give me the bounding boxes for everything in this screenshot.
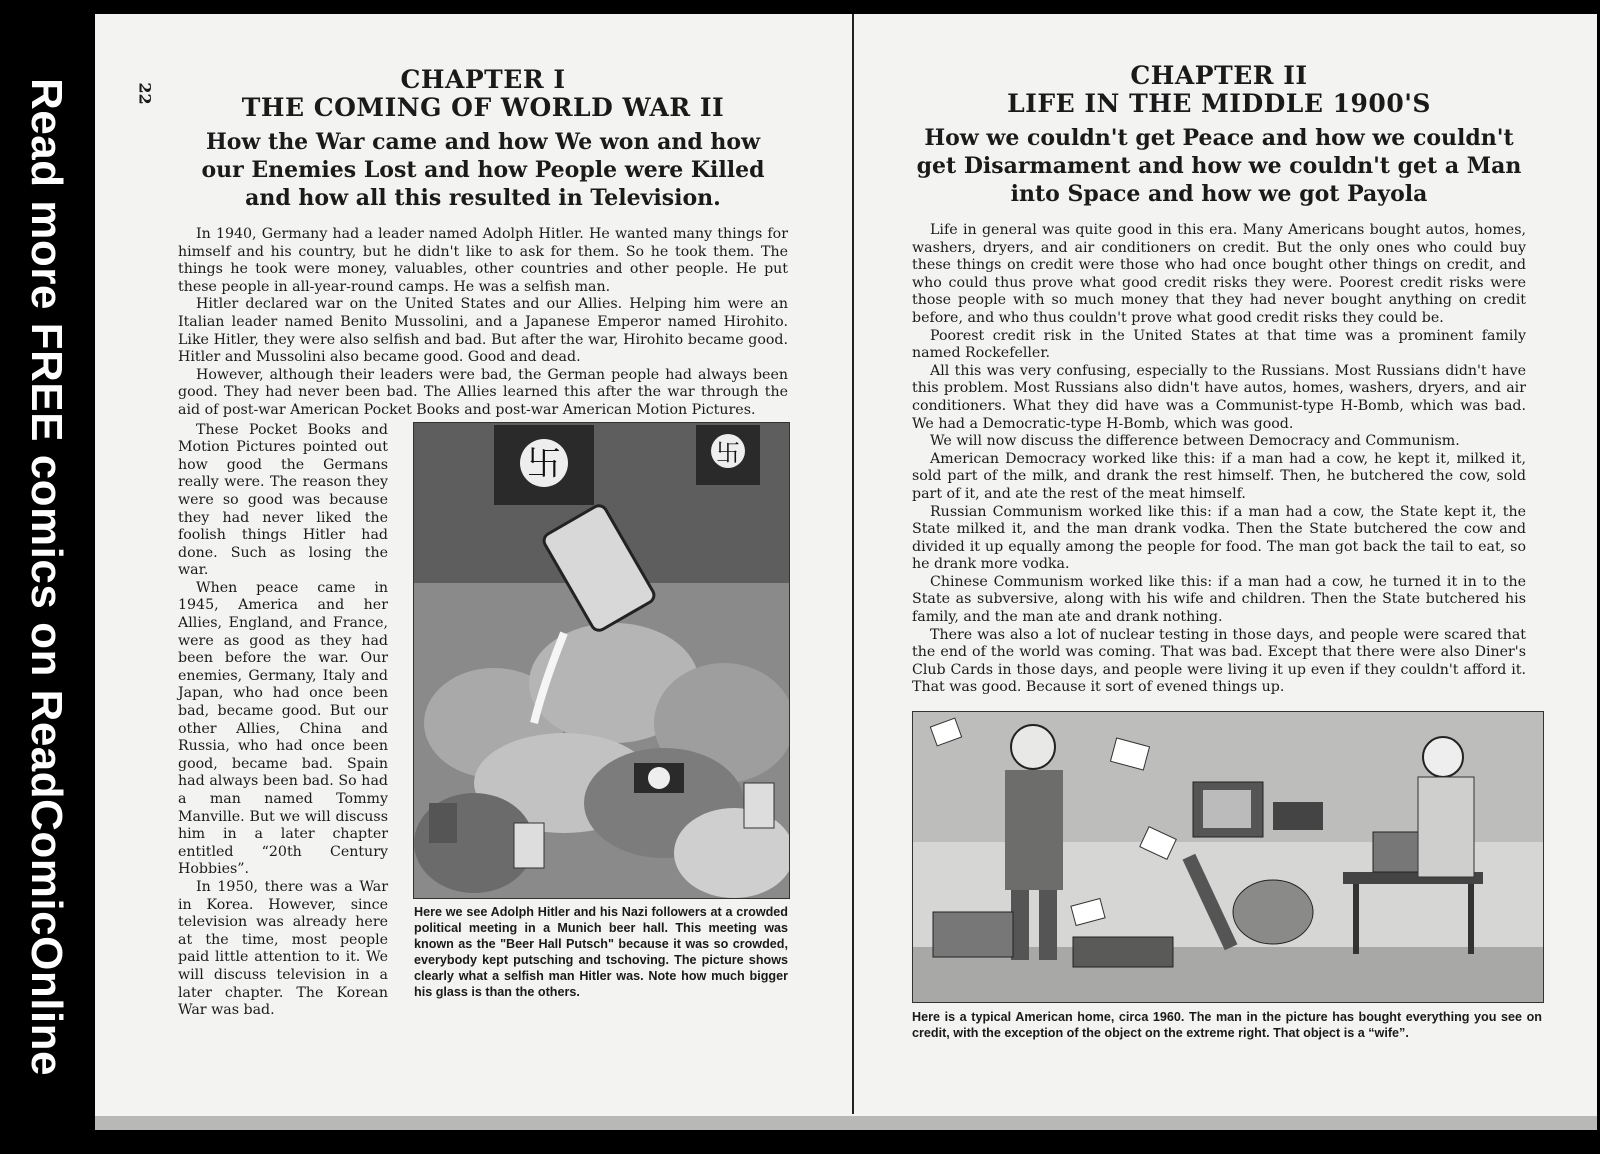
paragraph: Hitler declared war on the United States and our Allies. Helping him were an Italian leader named Benito Mussolini, and a Japanese Emperor named Hirohito. Like Hitler, they were also selfish and bad. But after the war, Hirohito became good. Hitler and Mussolini also became good. Good and dead. [178, 296, 788, 366]
paragraph: We will now discuss the difference between Democracy and Communism. [930, 433, 1460, 450]
chapter-title: LIFE IN THE MIDDLE 1900'S [1007, 89, 1431, 118]
paragraph: There was also a lot of nuclear testing in those days, and people were scared that the end of the world was coming. That was bad. Except that there were also Diner's Club Cards in those days, and people were living it up even if they couldn't afford it. That was good. Because it sort of evened things up. [912, 626, 1526, 696]
chapter-subtitle: How we couldn't get Peace and how we couldn't get Disarmament and how we couldn't get a Man into Space and how we got Payola [916, 125, 1522, 207]
beer-hall-illustration [413, 422, 790, 899]
watermark-text: Read more FREE comics on ReadComicOnline [22, 77, 72, 1077]
article-body [912, 222, 1526, 697]
chapter-number: CHAPTER I [400, 65, 566, 94]
page-bottom-edge [95, 1116, 1597, 1130]
paragraph: Poorest credit risk in the United States at that time was a prominent family named Rockefeller. [912, 327, 1526, 362]
paragraph: Russian Communism worked like this: if a man had a cow, the State kept it, the State milked it, and the man drank vodka. Then the State butchered the cow and divided it up equally among the people for food. The man got back the tail to eat, so he drank more vodka. [912, 503, 1526, 573]
paragraph: In 1940, Germany had a leader named Adolph Hitler. He wanted many things for himself and his country, but he didn't like to ask for them. So he took them. The things he took were money, valuables, other countries and other people. He put these people in all-year-round camps. He was a selfish man. [178, 226, 788, 295]
paragraph: However, although their leaders were bad, the German people had always been good. They had never been bad. The Allies learned this after the war through the aid of post-war American Pocket Books and post-war American Motion Pictures. [178, 366, 788, 418]
paragraph: In 1950, there was a War in Korea. However, since television was already here at the time, most people paid little attention to it. We will discuss television in a later chapter. The Korean War was bad. [178, 878, 388, 1019]
paragraph: Chinese Communism worked like this: if a man had a cow, he turned it in to the State as subversive, along with his wife and children. Then the State butchered his family, and the man ate and drank nothing. [912, 573, 1526, 626]
chapter-number: CHAPTER II [1130, 61, 1308, 90]
paragraph: All this was very confusing, especially to the Russians. Most Russians didn't have this problem. Most Russians also didn't have autos, homes, washers, dryers, and air conditioners. What they did have was a Communist-type H-Bomb, which was bad. We had a Democratic-type H-Bomb, which was good. [912, 362, 1526, 432]
figure-block [912, 711, 1542, 1051]
paragraph: Life in general was quite good in this era. Many Americans bought autos, homes, washers, dryers, and air conditioners on credit. But the only ones who could buy these things on credit were those who had once bought other things on credit, and who could thus prove what good credit risks they were. Poorest credit risks were those people with so much money that they had never bought anything on credit before, and who thus couldn't prove what good credit risks they could be. [912, 222, 1526, 326]
watermark-banner [0, 0, 92, 1154]
article-body [178, 226, 788, 420]
left-page [178, 66, 788, 1022]
chapter-subtitle: How the War came and how We won and how our Enemies Lost and how People were Killed and how all this resulted in Television. [201, 129, 765, 211]
american-home-illustration [912, 711, 1544, 1003]
page-gutter [852, 14, 854, 1114]
narrow-column [178, 422, 388, 1020]
paragraph: These Pocket Books and Motion Pictures pointed out how good the Germans really were. The reason they were so good was because they had never liked the foolish things Hitler had done. Such as losing the war. [178, 421, 388, 579]
paragraph: When peace came in 1945, America and her Allies, England, and France, were as good as they had been before the war. Our enemies, Germany, Italy and Japan, who had once been bad, became good. But our other Allies, China and Russia, who had once been good, became bad. Spain had always been bad. So had a man named Tommy Manville. But we will discuss him in a later chapter entitled “20th Century Hobbies”. [178, 579, 388, 878]
american-home-drawing [913, 712, 1543, 1002]
text-and-figure [178, 422, 788, 1022]
figure-caption: Here we see Adolph Hitler and his Nazi followers at a crowded political meeting in a Munich beer hall. This meeting was known as the "Beer Hall Putsch" because it was so crowded, everybody kept putsching and tschoving. The picture shows clearly what a selfish man Hitler was. Note how much bigger his glass is than the others. [414, 904, 788, 999]
paragraph: American Democracy worked like this: if a man had a cow, he kept it, milked it, sold part of the milk, and drank the rest himself. Then, he butchered the cow, sold part of it, and ate the rest of the meat himself. [912, 450, 1526, 502]
svg-text:卐: 卐 [716, 438, 740, 467]
beer-hall-drawing [414, 423, 789, 898]
svg-text:卐: 卐 [527, 443, 561, 484]
page-number: 22 [135, 82, 155, 105]
figure-caption: Here is a typical American home, circa 1960. The man in the picture has bought everything you see on credit, with the exception of the object on the extreme right. That object is a “wife”. [912, 1010, 1542, 1041]
right-page [912, 61, 1542, 1051]
chapter-title: THE COMING OF WORLD WAR II [241, 93, 725, 122]
